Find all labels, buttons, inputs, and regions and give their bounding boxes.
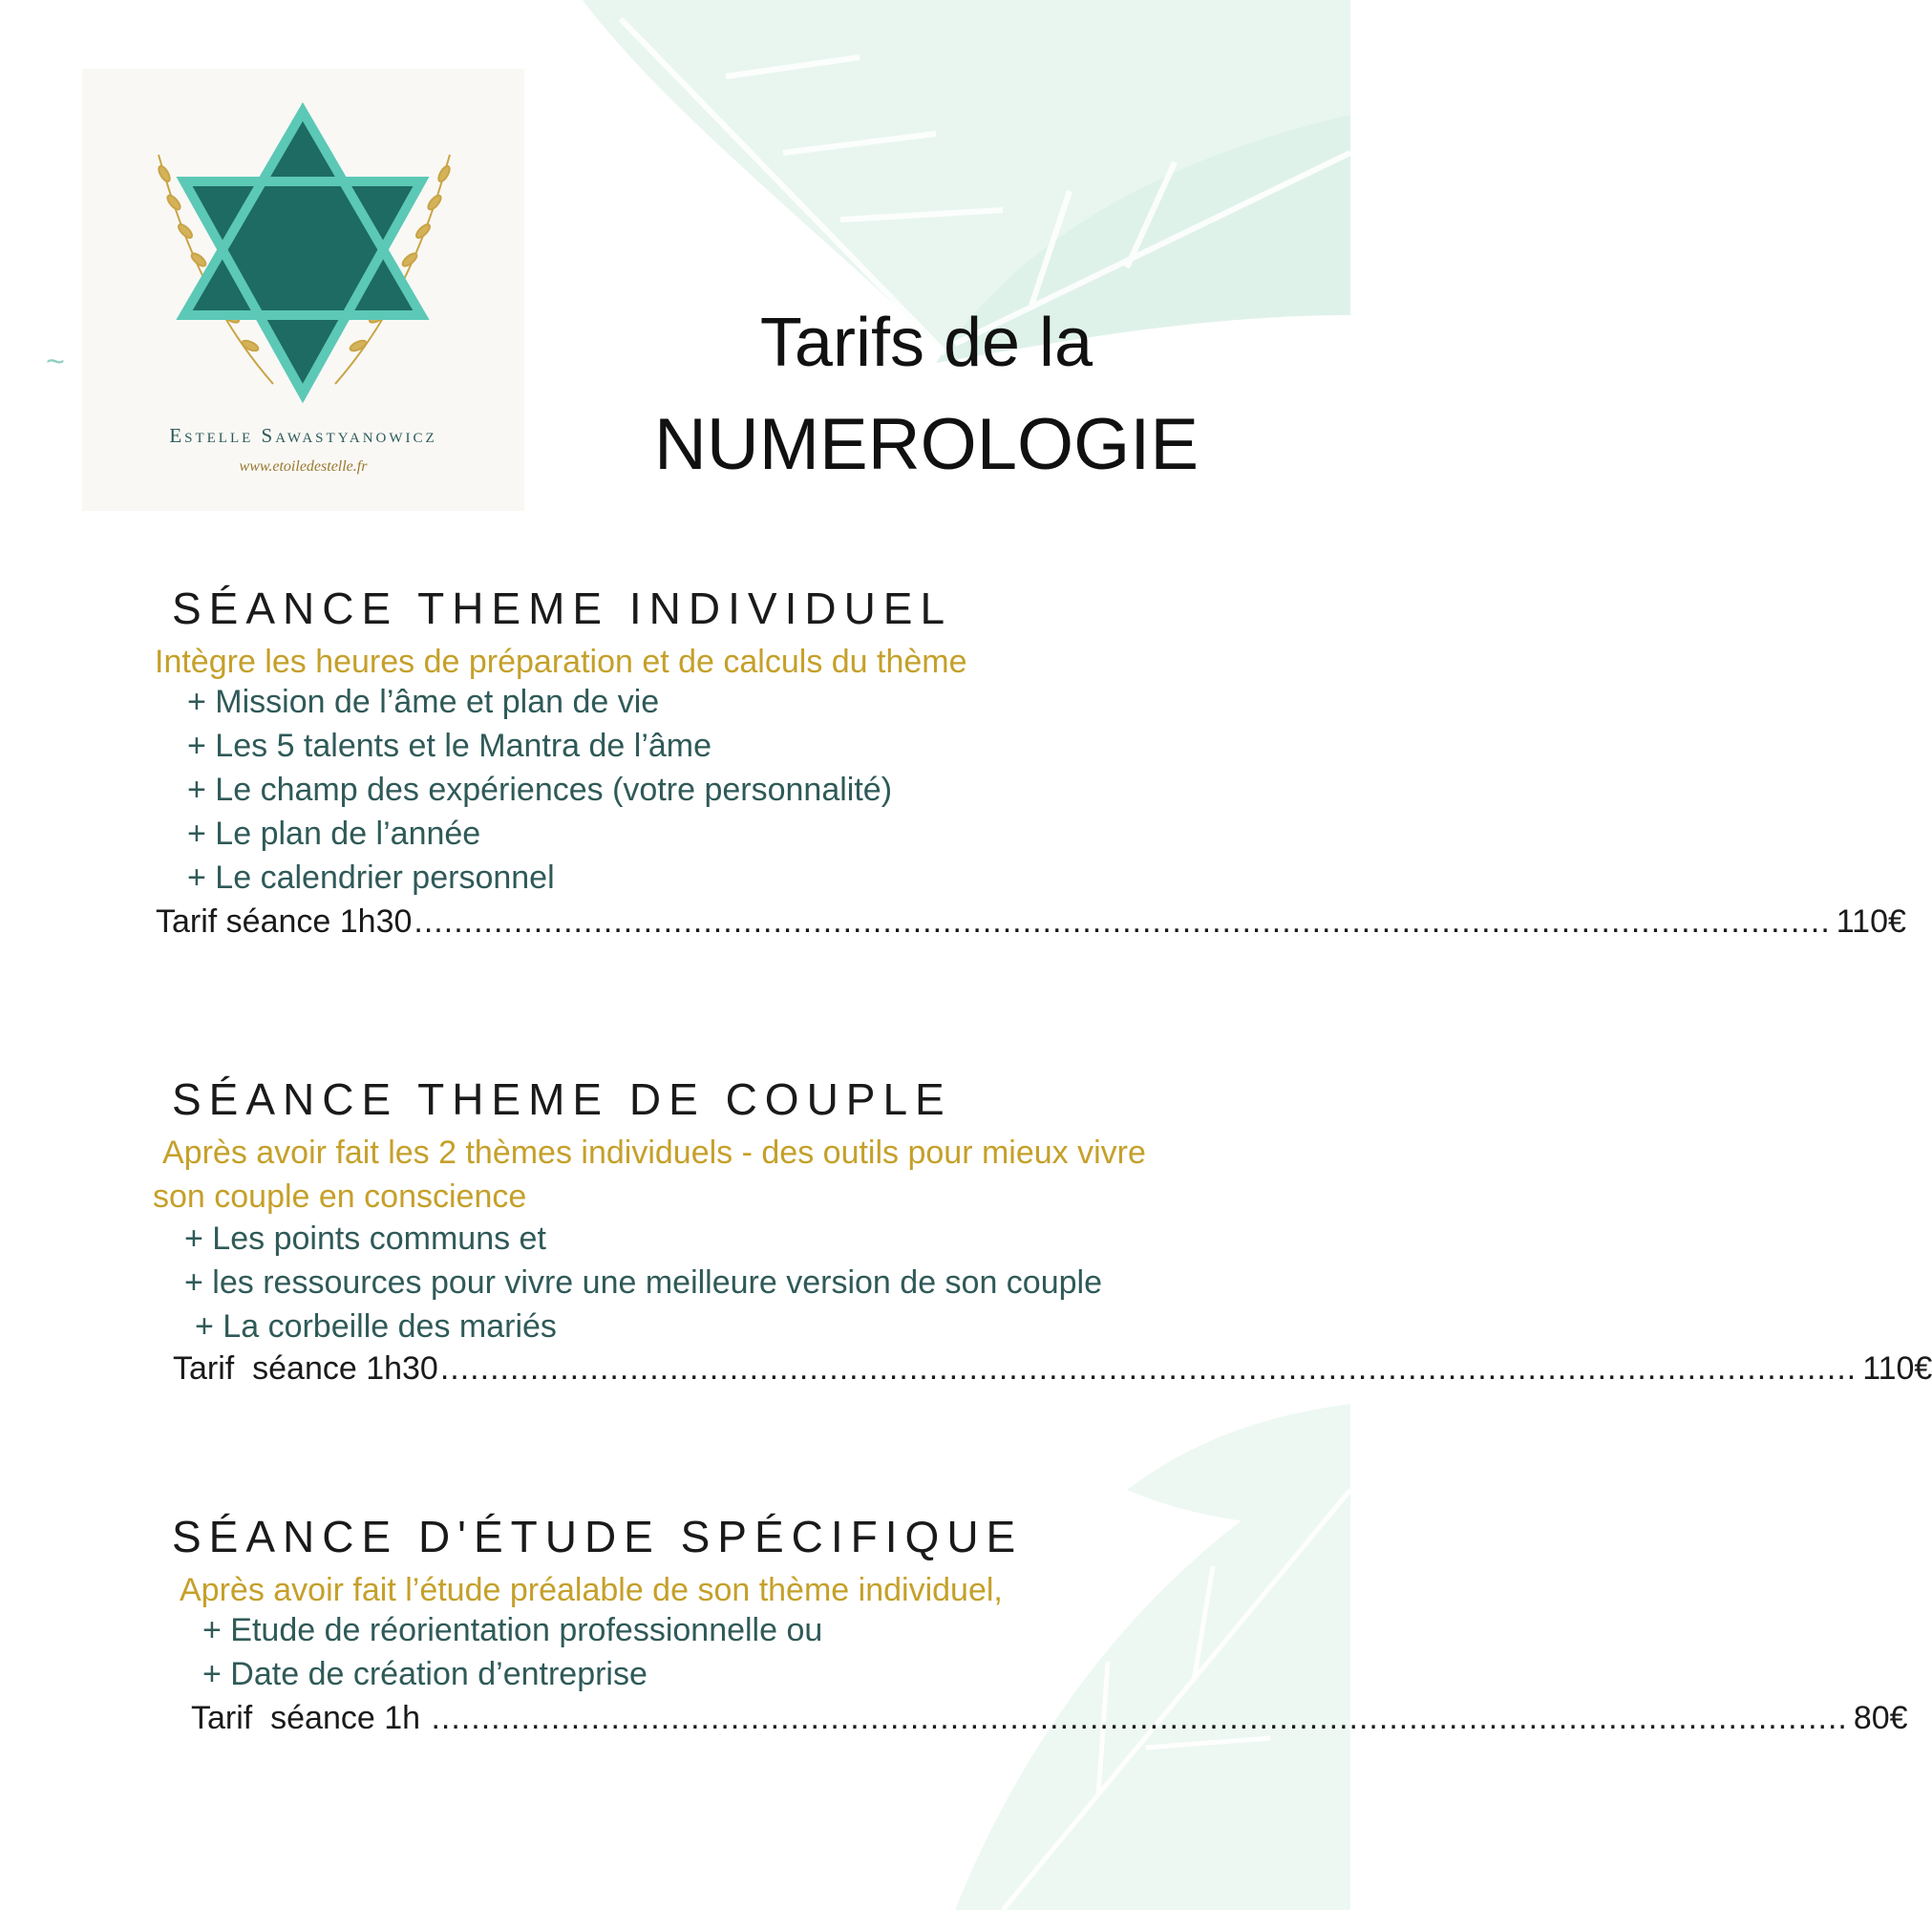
price-row bbox=[173, 1350, 1932, 1388]
list-item: + Mission de l’âme et plan de vie bbox=[187, 684, 660, 720]
list-item: + les ressources pour vivre une meilleure version de son couple bbox=[184, 1264, 1102, 1301]
list-item: + Date de création d’entreprise bbox=[202, 1656, 648, 1692]
page-title-line1: Tarifs de la bbox=[759, 305, 1093, 381]
price-label: Tarif séance 1h30 bbox=[173, 1350, 438, 1387]
price-row bbox=[191, 1700, 1908, 1737]
price-value: 80€ bbox=[1853, 1700, 1908, 1736]
logo-url: www.etoiledestelle.fr bbox=[239, 458, 368, 475]
list-item: + Etude de réorientation professionnelle ou bbox=[202, 1612, 823, 1648]
section-title: SÉANCE D'ÉTUDE SPÉCIFIQUE bbox=[172, 1512, 1024, 1561]
price-value: 110€ bbox=[1862, 1350, 1932, 1387]
list-item: + Les 5 talents et le Mantra de l’âme bbox=[187, 728, 712, 764]
leader-dots: .............................................................................................................................................. bbox=[414, 903, 1831, 940]
list-item: + Les points communs et bbox=[184, 1220, 546, 1257]
list-item: + La corbeille des mariés bbox=[195, 1308, 557, 1345]
logo-name: Estelle Sawastyanowicz bbox=[169, 424, 437, 447]
section-intro: Après avoir fait l’étude préalable de son thème individuel, bbox=[180, 1572, 1003, 1608]
leader-dots: .............................................................................................................................................. bbox=[431, 1700, 1848, 1736]
price-row bbox=[156, 903, 1906, 941]
section-title: SÉANCE THEME DE COUPLE bbox=[172, 1074, 952, 1124]
section-title: SÉANCE THEME INDIVIDUEL bbox=[172, 584, 953, 633]
list-item: + Le champ des expériences (votre personnalité) bbox=[187, 772, 893, 808]
section-intro: son couple en conscience bbox=[153, 1178, 527, 1215]
list-item: + Le plan de l’année bbox=[187, 816, 481, 852]
page-title-line2: NUMEROLOGIE bbox=[653, 404, 1200, 485]
logo bbox=[82, 69, 524, 511]
section-intro: Intègre les heures de préparation et de calculs du thème bbox=[155, 644, 967, 680]
leader-dots: .............................................................................................................................................. bbox=[439, 1350, 1858, 1387]
list-item: + Le calendrier personnel bbox=[187, 860, 555, 896]
price-label: Tarif séance 1h bbox=[191, 1700, 430, 1736]
price-label: Tarif séance 1h30 bbox=[156, 903, 413, 940]
tilde-decoration: ~ bbox=[46, 344, 65, 380]
price-value: 110€ bbox=[1836, 903, 1906, 940]
section-intro: Après avoir fait les 2 thèmes individuels - des outils pour mieux vivre bbox=[162, 1135, 1146, 1171]
